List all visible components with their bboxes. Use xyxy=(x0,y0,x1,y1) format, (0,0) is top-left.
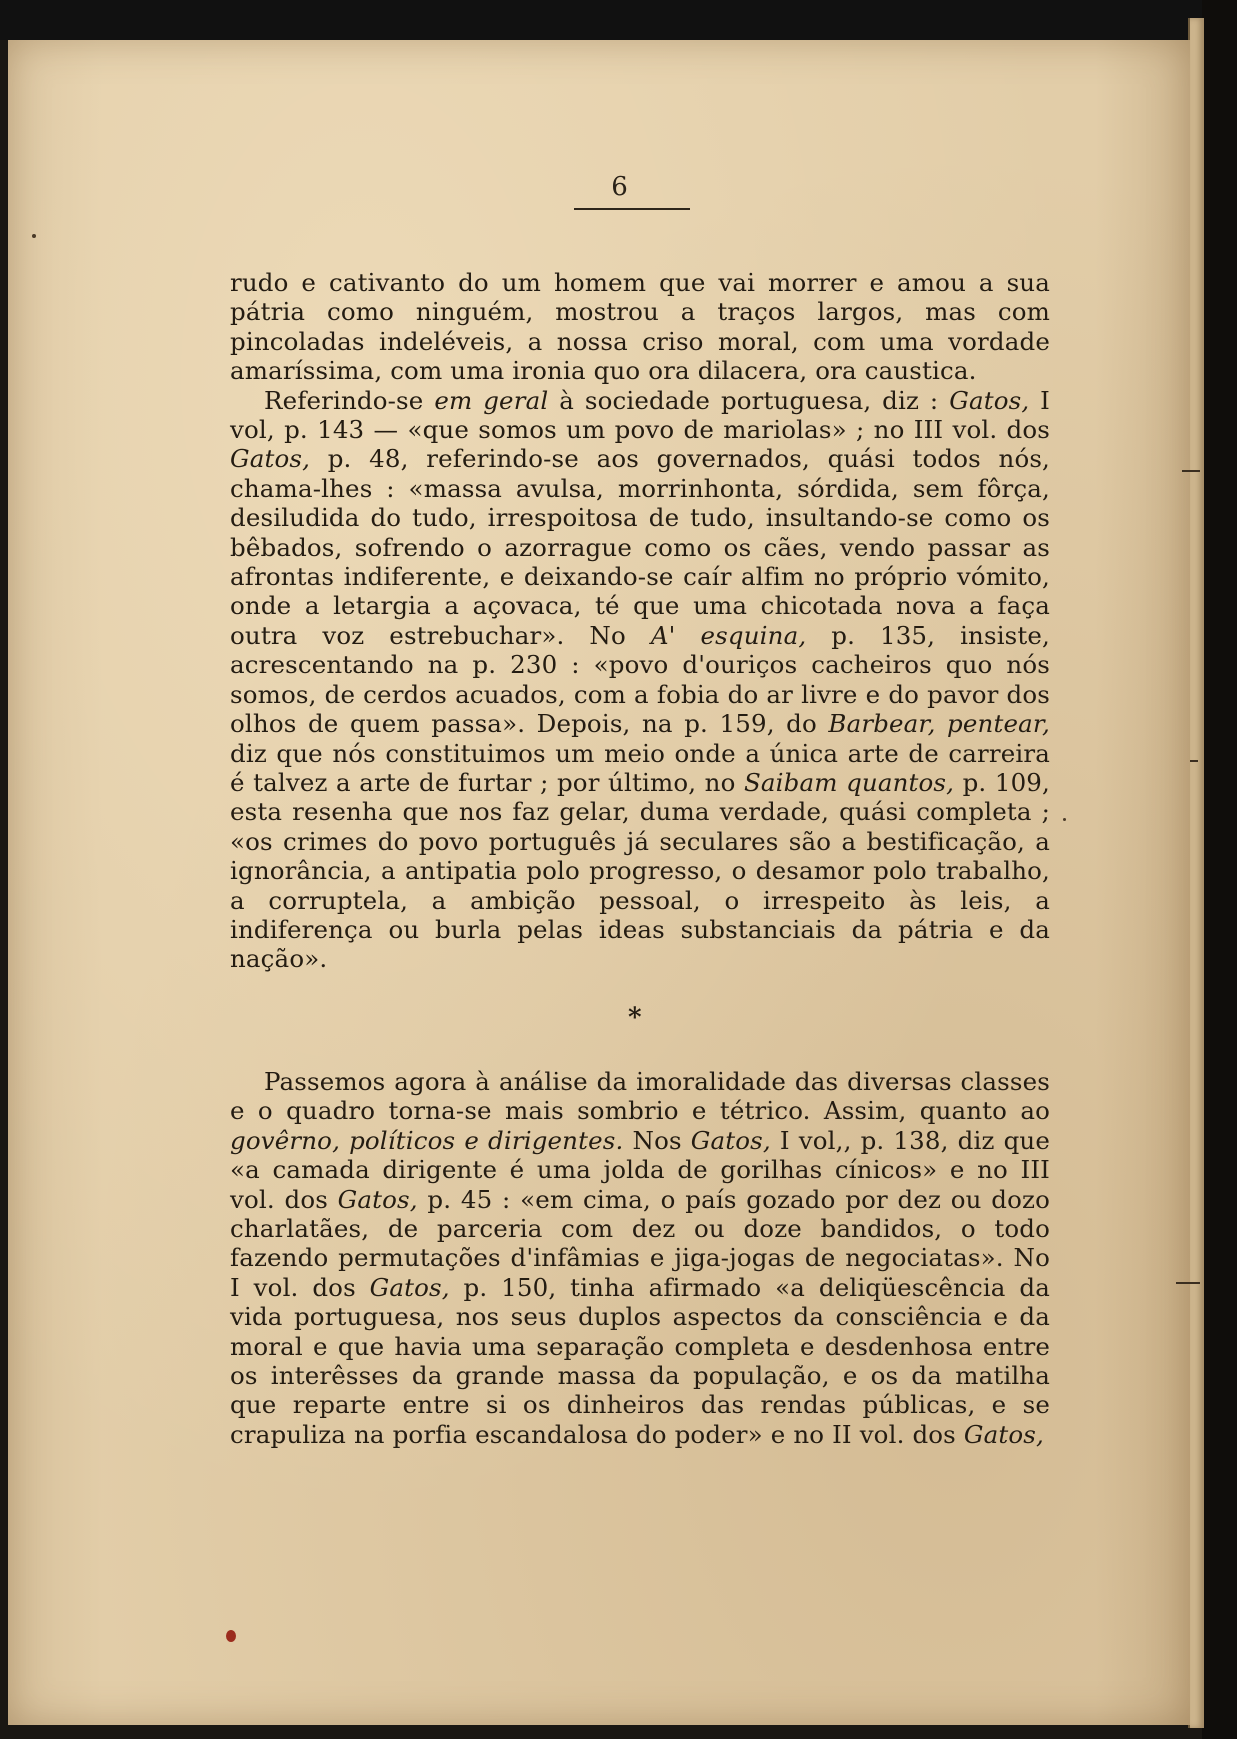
text-run: p. 48, referindo-se aos governados, quási todos nós, chama-lhes : «massa avulsa, morrinhonta, sórdida, sem fôrça, desiludida do tudo, irrespoitosa de tudo, insultando-se como os bêbados, sofrendo o azorrague como os cães, vendo passar as afrontas indiferente, e deixando-se caír alfim no próprio vómito, onde a letargia a açovaca, té que uma chicotada nova a faça outra voz estrebuchar». No xyxy=(230,444,1050,650)
page-number: 6 xyxy=(611,172,629,202)
scan-right-border xyxy=(1202,0,1237,1739)
margin-tick xyxy=(1176,1282,1200,1284)
italic-run: Barbear, pentear, xyxy=(828,709,1050,739)
italic-run: Gatos, xyxy=(949,385,1030,415)
text-run: Passemos agora à análise da imoralidade das diversas classes e o quadro torna-se mais sombrio e tétrico. Assim, quanto ao xyxy=(230,1067,1050,1126)
page-number-rule xyxy=(574,208,690,210)
margin-tick xyxy=(1182,470,1200,472)
text-run: Referindo-se xyxy=(264,385,435,415)
italic-run: Gatos, xyxy=(690,1125,771,1155)
next-page-edge xyxy=(1188,18,1204,1728)
dust-speck xyxy=(1063,818,1066,821)
italic-run: Gatos, xyxy=(337,1184,418,1214)
italic-run: Saibam quantos, xyxy=(743,767,955,797)
text-run: I vol,, p. 138, diz que «a camada dirigente é uma jolda de gorilhas cínicos» e no III vol. dos xyxy=(230,1125,1050,1214)
text-block-lower xyxy=(230,1067,1050,1449)
italic-run: A' esquina, xyxy=(650,620,807,650)
text-run: p. 150, tinha afirmado «a deliqüescência da vida portuguesa, nos seus duplos aspectos da consciência e da moral e que havia uma separação completa e desdenhosa entre os interêsses da grande massa da população, e os da matilha que reparte entre si os dinheiros das rendas públicas, e se crapuliza na porfia escandalosa do poder» e no II vol. dos xyxy=(230,1272,1050,1449)
dust-speck xyxy=(32,234,36,238)
text-run: à sociedade portuguesa, diz : xyxy=(548,385,950,415)
text-run: p. 135, insiste, acrescentando na p. 230 : «povo d'ouriços cacheiros quo nós somos, de cerdos acuados, com a fobia do ar livre e do pavor dos olhos de quem passa». Depois, na p. 159, do xyxy=(230,620,1050,739)
italic-run: Gatos, xyxy=(230,444,311,474)
italic-run: Gatos, xyxy=(369,1272,450,1302)
italic-run: govêrno, políticos e dirigentes. xyxy=(230,1125,624,1155)
paragraph-sociedade xyxy=(230,386,1050,974)
text-run: Nos xyxy=(623,1125,691,1155)
text-block-upper xyxy=(230,268,1050,974)
paragraph-continuation: rudo e cativanto do um homem que vai morrer e amou a sua pátria como ninguém, mostrou a traços largos, mas com pincoladas indeléveis, a nossa criso moral, com uma vordade amaríssima, com uma ironia quo ora dilacera, ora caustica. xyxy=(230,268,1050,386)
margin-tick xyxy=(1190,760,1198,762)
text-run: diz que nós constituimos um meio onde a única arte de carreira é talvez a arte de furtar ; por último, no xyxy=(230,738,1050,797)
italic-run: Gatos, xyxy=(963,1419,1044,1449)
section-separator: * xyxy=(628,1003,642,1033)
italic-run: em geral xyxy=(434,385,549,415)
text-run: I vol, p. 143 — «que somos um povo de mariolas» ; no III vol. dos xyxy=(230,385,1050,445)
text-run: p. 109, esta resenha que nos faz gelar, duma verdade, quási completa ; «os crimes do povo português já seculares são a bestificação, a ignorância, a antipatia polo progresso, o desamor polo trabalho, a corruptela, a ambição pessoal, o irrespeito às leis, a indiferença ou burla pelas ideas substanciais da pátria e da nação». xyxy=(230,767,1050,974)
text-run: p. 45 : «em cima, o país gozado por dez ou dozo charlatães, de parceria com dez ou doze bandidos, o todo fazendo permutações d'infâmias e jiga-jogas de negociatas». No I vol. dos xyxy=(230,1184,1050,1302)
paragraph-classes xyxy=(230,1067,1050,1449)
scan-top-border xyxy=(0,0,1237,40)
ink-spot xyxy=(226,1630,236,1642)
